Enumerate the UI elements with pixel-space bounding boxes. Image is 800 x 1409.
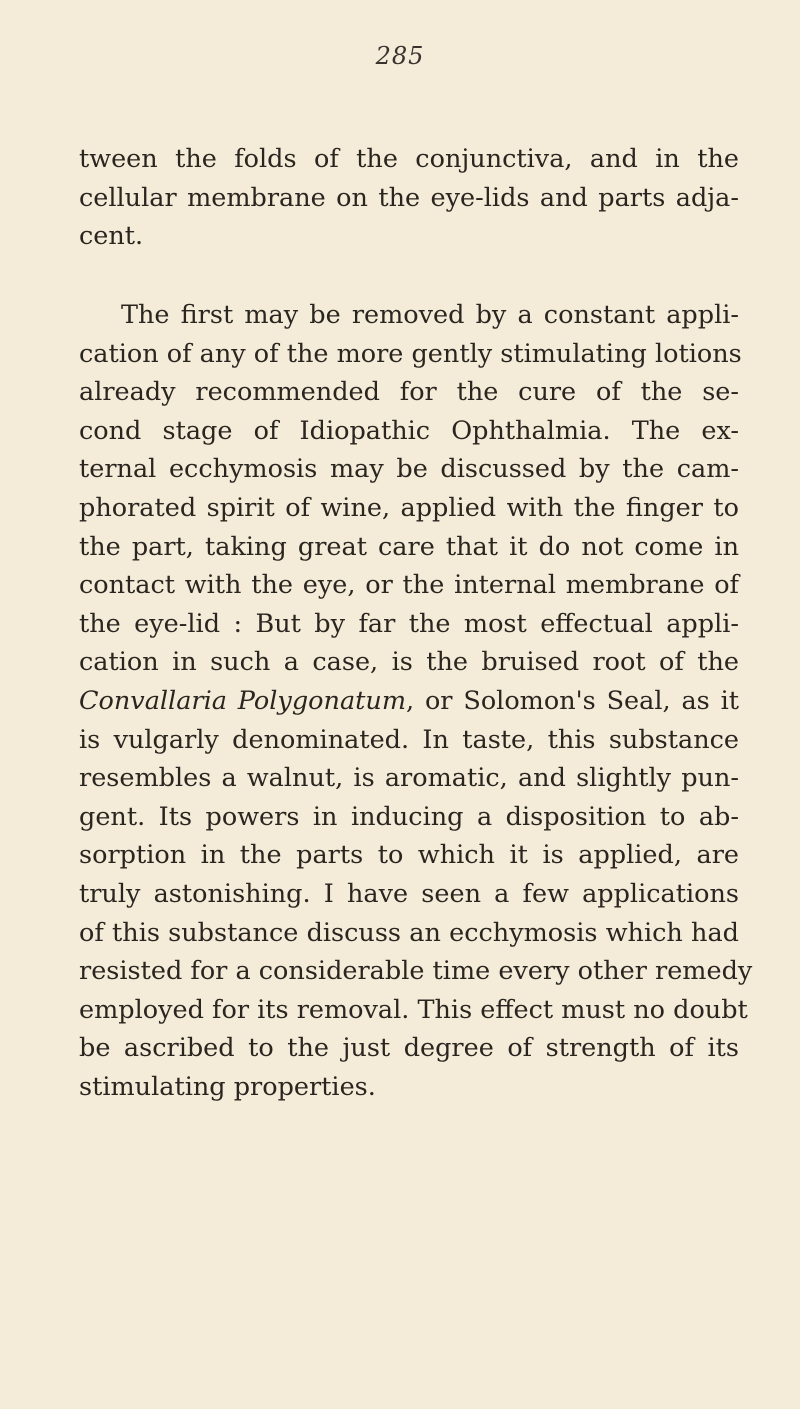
- text-line: sorption in the parts to which it is applied, are: [79, 840, 739, 871]
- text-line-italic-name: [79, 682, 739, 721]
- text-line: be ascribed to the just degree of strength of its: [79, 1033, 739, 1064]
- text-line: truly astonishing. I have seen a few applications: [79, 878, 739, 909]
- text-line: of this substance discuss an ecchymosis which had: [79, 917, 739, 948]
- text-line: the eye-lid : But by far the most effectual appli-: [79, 608, 739, 639]
- text-line: resembles a walnut, is aromatic, and slightly pun-: [79, 763, 739, 794]
- text-line: stimulating properties.: [79, 1071, 376, 1102]
- text-line: the part, taking great care that it do not come in: [79, 531, 739, 562]
- text-line: cond stage of Idiopathic Ophthalmia. The ex-: [79, 415, 739, 446]
- text-line: gent. Its powers in inducing a disposition to ab-: [79, 801, 739, 832]
- text-line: employed for its removal. This effect must no doubt: [79, 994, 748, 1025]
- page-number: 285: [375, 42, 425, 70]
- text-line: The first may be removed by a constant appli-: [121, 300, 739, 330]
- text-line: phorated spirit of wine, applied with the finger to: [79, 492, 739, 523]
- text-line: cent.: [79, 221, 144, 252]
- text-line: tween the folds of the conjunctiva, and in the: [79, 144, 739, 174]
- text-line: cellular membrane on the eye-lids and parts adja-: [79, 182, 739, 213]
- text-segment: , or Solomon's Seal, as it: [406, 685, 739, 716]
- text-line: contact with the eye, or the internal membrane of: [79, 570, 739, 601]
- text-line: already recommended for the cure of the se-: [79, 377, 739, 408]
- paragraph-2: [79, 296, 753, 1106]
- text-line: resisted for a considerable time every other remedy: [79, 956, 753, 987]
- paragraph-1: [79, 140, 739, 256]
- text-line: is vulgarly denominated. In taste, this substance: [79, 724, 739, 755]
- text-line: cation of any of the more gently stimulating lotions: [79, 338, 742, 369]
- text-line: ternal ecchymosis may be discussed by the cam-: [79, 454, 739, 485]
- botanical-name: Convallaria Polygonatum: [79, 685, 406, 716]
- text-line: cation in such a case, is the bruised root of the: [79, 647, 739, 678]
